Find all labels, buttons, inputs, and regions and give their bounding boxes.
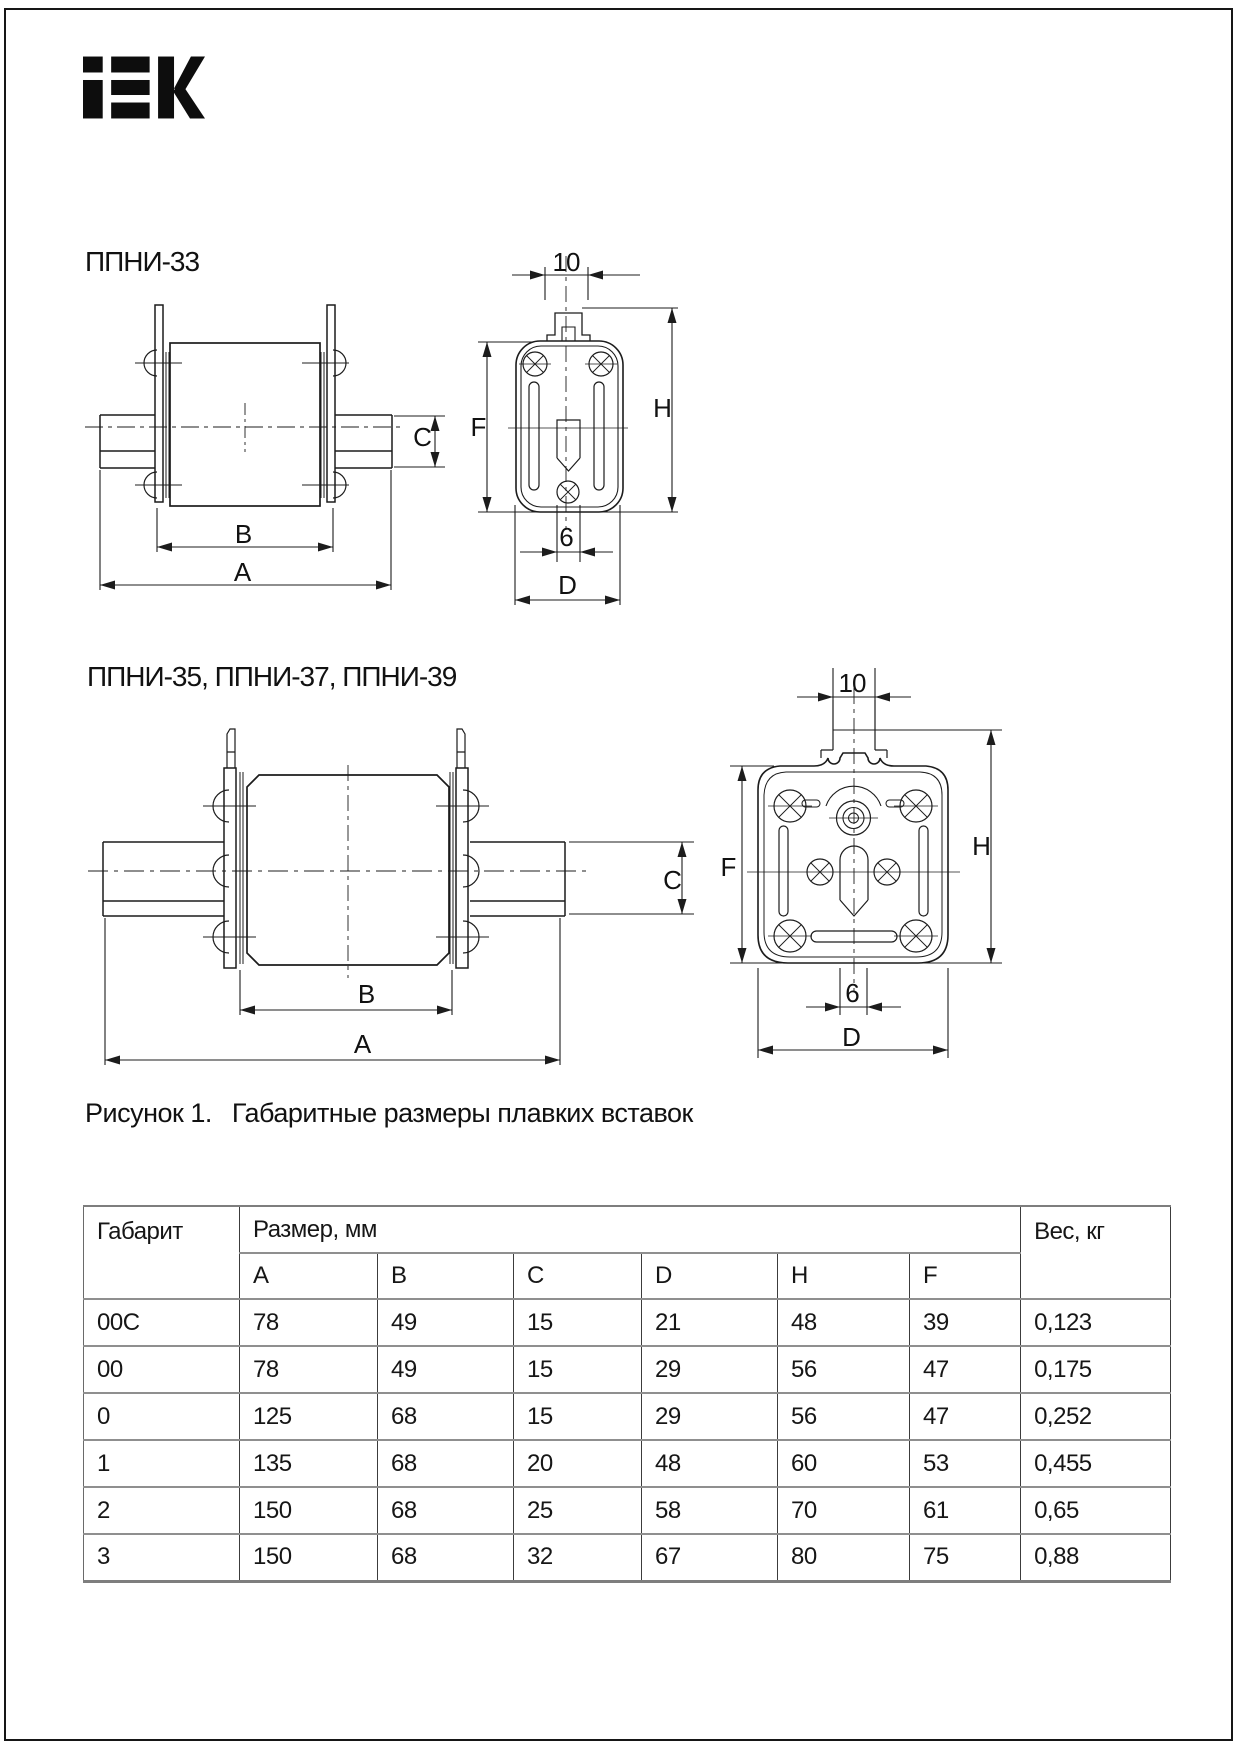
cell-b: 68 [378, 1487, 514, 1534]
dim-label-a: A [353, 1029, 371, 1059]
cell-f: 61 [910, 1487, 1021, 1534]
cell-a: 78 [240, 1346, 378, 1393]
cell-weight: 0,175 [1021, 1346, 1171, 1393]
cell-f: 75 [910, 1534, 1021, 1581]
cell-b: 68 [378, 1393, 514, 1440]
cell-weight: 0,88 [1021, 1534, 1171, 1581]
dim-label-c: C [413, 422, 431, 452]
dimensions-table [83, 1205, 1171, 1583]
cell-b: 68 [378, 1440, 514, 1487]
figure-caption-number: Рисунок 1. [85, 1098, 212, 1128]
cell-h: 56 [778, 1346, 910, 1393]
ppni33-side-dims [100, 416, 445, 590]
cell-gabarit: 3 [84, 1534, 240, 1581]
cell-a: 150 [240, 1487, 378, 1534]
ppni33-front-dims [478, 267, 678, 605]
table-subheader-row [84, 1253, 1171, 1299]
table-header-gabarit: Габарит [84, 1206, 240, 1299]
table-row [84, 1393, 1171, 1440]
cell-c: 15 [514, 1393, 642, 1440]
cell-f: 47 [910, 1393, 1021, 1440]
dim-label-6: 6 [559, 522, 573, 552]
table-row [84, 1299, 1171, 1346]
cell-h: 56 [778, 1393, 910, 1440]
figure-caption-text: Габаритные размеры плавких вставок [231, 1098, 693, 1128]
cell-weight: 0,455 [1021, 1440, 1171, 1487]
cell-d: 21 [642, 1299, 778, 1346]
ppni35-side-dims [105, 842, 694, 1065]
dim-label-b: B [357, 979, 375, 1009]
ppni33-side-view [85, 305, 400, 506]
col-header-a: A [240, 1253, 378, 1299]
cell-h: 70 [778, 1487, 910, 1534]
cell-a: 135 [240, 1440, 378, 1487]
cell-weight: 0,252 [1021, 1393, 1171, 1440]
cell-h: 80 [778, 1534, 910, 1581]
cell-b: 68 [378, 1534, 514, 1581]
dim-label-b: B [234, 519, 252, 549]
dim-label-a: A [233, 557, 251, 587]
cell-b: 49 [378, 1299, 514, 1346]
cell-d: 29 [642, 1393, 778, 1440]
cell-c: 32 [514, 1534, 642, 1581]
table-row [84, 1487, 1171, 1534]
cell-weight: 0,65 [1021, 1487, 1171, 1534]
table-header-weight: Вес, кг [1021, 1206, 1171, 1299]
cell-c: 15 [514, 1346, 642, 1393]
cell-c: 25 [514, 1487, 642, 1534]
cell-c: 15 [514, 1299, 642, 1346]
cell-b: 49 [378, 1346, 514, 1393]
cell-gabarit: 0 [84, 1393, 240, 1440]
table-row [84, 1440, 1171, 1487]
ppni33-front-view [508, 256, 628, 530]
cell-c: 20 [514, 1440, 642, 1487]
cell-d: 58 [642, 1487, 778, 1534]
dim-label-d: D [842, 1022, 860, 1052]
cell-a: 78 [240, 1299, 378, 1346]
cell-d: 29 [642, 1346, 778, 1393]
cell-gabarit: 2 [84, 1487, 240, 1534]
cell-gabarit: 1 [84, 1440, 240, 1487]
cell-a: 150 [240, 1534, 378, 1581]
col-header-c: C [514, 1253, 642, 1299]
ppni35-front-dims [730, 668, 1002, 1058]
col-header-d: D [642, 1253, 778, 1299]
dim-label-d: D [558, 570, 576, 600]
cell-h: 60 [778, 1440, 910, 1487]
cell-a: 125 [240, 1393, 378, 1440]
ppni35-front-view [747, 688, 960, 992]
dim-label-h: H [972, 831, 990, 861]
table-row [84, 1346, 1171, 1393]
table-header-size: Размер, мм [240, 1206, 1021, 1253]
cell-f: 39 [910, 1299, 1021, 1346]
cell-f: 53 [910, 1440, 1021, 1487]
col-header-h: H [778, 1253, 910, 1299]
drawing1-title: ППНИ-33 [85, 246, 200, 277]
cell-f: 47 [910, 1346, 1021, 1393]
cell-weight: 0,123 [1021, 1299, 1171, 1346]
cell-d: 67 [642, 1534, 778, 1581]
table-row [84, 1534, 1171, 1581]
ppni35-side-arrowheads [105, 842, 687, 1065]
ppni35-side-view [88, 729, 592, 978]
dim-label-c: C [663, 865, 681, 895]
col-header-b: B [378, 1253, 514, 1299]
cell-d: 48 [642, 1440, 778, 1487]
cell-h: 48 [778, 1299, 910, 1346]
iek-logo [83, 56, 205, 119]
dim-label-6: 6 [845, 978, 859, 1008]
drawing2-title: ППНИ-35, ППНИ-37, ППНИ-39 [87, 661, 457, 692]
dim-label-h: H [653, 393, 671, 423]
dim-label-f: F [470, 412, 486, 442]
dim-label-f: F [720, 852, 736, 882]
figure-caption [85, 1098, 693, 1129]
col-header-f: F [910, 1253, 1021, 1299]
ppni33-side-arrowheads [100, 416, 440, 590]
dim-label-10: 10 [552, 247, 580, 277]
ppni33-drawing [70, 225, 715, 620]
dim-label-10: 10 [838, 668, 866, 698]
cell-gabarit: 00C [84, 1299, 240, 1346]
cell-gabarit: 00 [84, 1346, 240, 1393]
